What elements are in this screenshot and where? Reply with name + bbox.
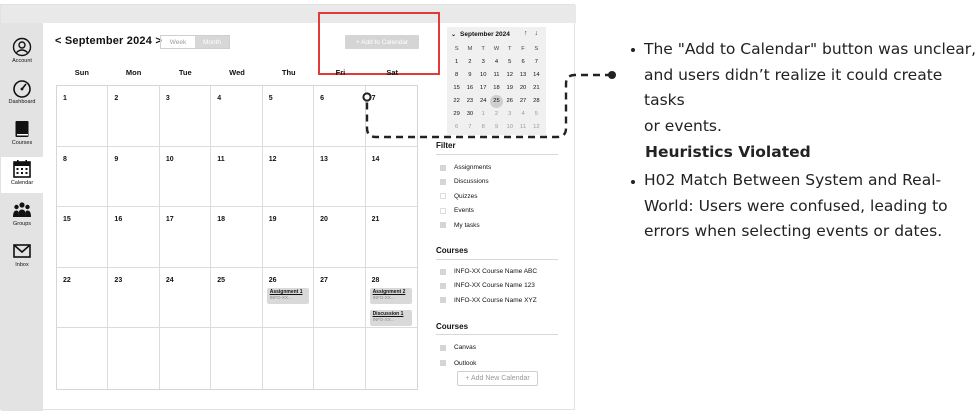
day-number: 27 [320,276,328,284]
mini-weekday: S [454,46,459,52]
weekday-label: Sun [74,68,89,77]
checkbox[interactable] [440,193,446,199]
day-number: 16 [114,216,123,224]
event-title: Assignment 1 [269,288,303,295]
mini-date[interactable]: 15 [453,85,460,91]
mini-calendar [447,27,546,135]
filter-item-label: Discussions [454,178,489,186]
day-number: 26 [268,276,277,284]
checkbox[interactable] [440,165,446,171]
mini-nav [524,30,538,37]
connector-end-dot [608,71,616,79]
divider [436,259,558,260]
mini-date[interactable]: 12 [533,124,540,130]
add-to-calendar-button[interactable]: + Add to Calendar [345,35,419,49]
calendars-item-label: Outlook [454,359,477,367]
arrow-down-icon[interactable]: ↓ [534,30,538,37]
heuristic-text [644,168,948,245]
day-number: 1 [63,95,67,102]
mini-date[interactable]: 17 [479,85,487,91]
day-number: 12 [268,155,277,163]
day-number: 10 [165,155,174,163]
day-cell[interactable] [211,86,262,147]
day-cell[interactable] [263,207,314,268]
divider [436,154,558,155]
day-cell[interactable] [57,86,108,147]
nav-inbox[interactable] [1,239,43,275]
mini-date[interactable]: 9 [494,124,499,130]
mini-date[interactable]: 8 [455,72,459,78]
mini-date[interactable]: 4 [521,111,525,117]
mini-date[interactable]: 7 [534,59,538,65]
mail-icon [12,241,32,261]
day-cell[interactable] [314,86,365,147]
finding-line: or events. [644,116,722,135]
day-cell[interactable] [108,86,159,147]
mini-date[interactable]: 5 [508,59,512,65]
mini-weekday: F [521,46,525,52]
courses-item-label: INFO-XX Course Name ABC [454,268,538,275]
mini-date[interactable]: 12 [506,72,513,78]
mini-date[interactable]: 28 [533,98,540,104]
weekday-label: Tue [178,68,192,77]
finding-line: and users didn’t realize it could create tasks [644,65,943,109]
mini-date[interactable]: 6 [455,124,459,130]
day-cell[interactable] [263,328,314,389]
day-cell[interactable] [263,86,314,147]
mini-date[interactable]: 19 [506,85,513,91]
day-cell[interactable] [160,268,211,329]
mini-date[interactable]: 16 [466,85,474,91]
calendars-item-label: Canvas [454,344,477,351]
day-number: 3 [165,95,170,102]
day-number: 4 [217,95,222,102]
filter-item[interactable] [440,193,477,200]
filter-item-label: Quizzes [454,192,478,200]
mini-date[interactable]: 8 [481,124,485,130]
checkbox[interactable] [440,222,446,228]
day-number: 17 [165,216,174,224]
mini-date[interactable]: 1 [481,111,485,117]
mini-date[interactable]: 10 [506,124,513,130]
finding-text [644,37,980,139]
day-number: 21 [371,216,380,224]
nav-inbox-label: Inbox [15,262,29,268]
checkbox[interactable] [440,360,446,366]
weekday-label: Mon [125,68,142,77]
day-cell[interactable] [366,86,417,147]
checkbox[interactable] [440,345,446,351]
dashboard-icon [12,78,32,98]
courses-item[interactable] [440,282,535,289]
nav-groups[interactable] [1,198,43,234]
day-cell[interactable] [366,207,417,268]
mini-calendar-grid [450,43,543,134]
event-card[interactable] [370,310,412,326]
calendars-item[interactable] [440,344,476,351]
mini-weekday: W [493,46,500,52]
event-title: Assignment 2 [372,288,406,295]
mini-date[interactable]: 1 [455,59,459,65]
day-cell[interactable] [263,268,314,329]
filter-item[interactable] [440,178,489,185]
month-view-button[interactable]: Month [195,36,229,48]
courses-item[interactable] [440,297,537,304]
event-course: INFO-XX... [372,316,395,322]
filter-item[interactable] [440,164,491,171]
mini-weekday: M [467,46,473,52]
day-cell[interactable] [211,147,262,208]
mini-date[interactable]: 24 [479,98,487,104]
day-cell[interactable] [57,328,108,389]
mini-date[interactable]: 2 [468,59,472,65]
checkbox[interactable] [440,297,446,303]
day-cell[interactable] [314,328,365,389]
day-cell[interactable] [314,147,365,208]
day-cell[interactable] [160,86,211,147]
day-cell[interactable] [108,147,159,208]
groups-icon [12,200,32,220]
add-new-calendar-button[interactable]: + Add New Calendar [457,371,538,386]
event-title: Discussion 1 [372,310,404,317]
mini-date[interactable]: 2 [494,111,499,117]
weekday-label: Fri [335,68,346,77]
weekday-header-row [56,68,418,80]
day-number: 20 [320,216,328,224]
mini-date[interactable]: 13 [519,72,527,78]
heuristics-title: Heuristics Violated [645,143,811,161]
day-number: 23 [114,276,123,284]
nav-dashboard[interactable] [1,76,43,112]
account-icon [12,37,32,57]
day-number: 5 [268,95,273,102]
filter-item-label: Events [454,207,474,215]
day-cell[interactable] [314,207,365,268]
day-cell[interactable] [108,328,159,389]
calendar-icon [12,159,32,179]
courses-item[interactable] [440,268,537,275]
mini-date[interactable]: 9 [468,72,472,78]
courses-title: Courses [436,246,469,255]
day-cell[interactable] [160,147,211,208]
day-cell[interactable] [263,147,314,208]
mini-date[interactable]: 14 [533,72,540,78]
checkbox[interactable] [440,208,446,214]
month-grid [56,85,418,390]
day-cell[interactable] [160,328,211,389]
mini-date[interactable]: 20 [519,85,527,91]
day-cell[interactable] [57,207,108,268]
day-cell[interactable] [211,268,262,329]
nav-courses-label: Courses [11,140,33,146]
mini-date[interactable]: 11 [520,124,527,130]
day-number: 8 [63,155,67,163]
filter-item-label: Assignments [454,164,492,171]
arrow-up-icon[interactable]: ↑ [524,30,528,37]
day-number: 22 [63,276,71,284]
event-course: INFO-XX... [372,294,395,300]
day-number: 18 [217,216,226,224]
day-cell[interactable] [211,207,262,268]
mini-date[interactable]: 3 [508,111,512,117]
courses-item-label: INFO-XX Course Name 123 [454,282,535,290]
day-number: 24 [165,276,174,284]
month-title[interactable]: < September 2024 > [55,35,162,47]
nav-calendar-label: Calendar [10,180,34,186]
book-icon [12,119,32,139]
day-cell[interactable] [366,328,417,389]
day-cell[interactable] [108,268,159,329]
mini-date[interactable]: 3 [481,59,485,65]
day-cell[interactable] [108,207,159,268]
day-number: 11 [217,155,225,163]
filter-title: Filter [436,141,456,150]
day-number: 13 [320,155,328,163]
mini-date[interactable]: 6 [521,59,525,65]
mini-date[interactable]: 5 [534,111,538,117]
mini-date[interactable]: 10 [479,72,487,78]
mini-calendar-title: September 2024 [460,31,510,38]
courses-item-label: INFO-XX Course Name XYZ [454,296,537,304]
event-course: INFO-XX... [269,294,292,300]
day-number: 2 [114,95,119,102]
view-toggle [160,35,230,49]
heuristic-line: H02 Match Between System and Real- [644,171,942,189]
event-card[interactable] [370,288,412,304]
day-cell[interactable] [160,207,211,268]
mini-date[interactable]: 23 [466,98,474,104]
event-card[interactable] [267,288,309,304]
mini-calendar-header[interactable] [451,31,510,38]
nav-calendar[interactable] [1,157,43,193]
mini-date[interactable]: 4 [494,59,499,65]
calendars-item[interactable] [440,360,476,367]
calendars-title: Courses [436,322,469,331]
day-cell[interactable] [211,328,262,389]
bullet-dot [631,48,635,52]
filter-item[interactable] [440,222,480,229]
nav-account-label: Account [12,58,32,64]
mini-date[interactable]: 21 [533,85,540,91]
day-cell[interactable] [57,268,108,329]
highlight-box [318,12,440,75]
weekday-label: Thu [281,68,296,77]
day-cell[interactable] [57,147,108,208]
mini-date[interactable]: 18 [493,85,500,91]
day-number: 6 [320,95,325,102]
mini-weekday: T [508,46,512,52]
checkbox[interactable] [440,269,446,275]
weekday-label: Wed [229,68,245,77]
divider [436,334,558,335]
nav-courses[interactable] [1,117,43,153]
finding-line: The "Add to Calendar" button was unclear, [644,40,977,58]
filter-item-label: My tasks [454,221,480,229]
heuristic-line: errors when selecting events or dates. [644,222,943,240]
day-number: 25 [217,276,226,284]
day-number: 28 [371,276,380,284]
checkbox[interactable] [440,283,446,289]
mini-date[interactable]: 26 [506,98,513,104]
checkbox[interactable] [440,179,446,185]
mini-date[interactable]: 22 [453,98,460,104]
app-top-bar [1,5,576,23]
nav-groups-label: Groups [12,221,32,227]
day-number: 7 [371,95,376,102]
mini-date[interactable]: 25 [490,95,503,108]
nav-account[interactable] [1,35,43,71]
bullet-dot [631,180,635,184]
week-view-button[interactable]: Week [169,38,187,46]
day-number: 15 [63,216,71,224]
day-cell[interactable] [314,268,365,329]
mini-date[interactable]: 11 [493,72,500,78]
heuristic-line: World: Users were confused, leading to [644,196,948,215]
day-number: 19 [268,216,277,224]
mini-date[interactable]: 27 [519,98,527,104]
day-cell[interactable] [366,268,417,329]
global-nav-sidebar [1,23,43,411]
mini-date[interactable]: 29 [453,111,460,117]
mini-date[interactable]: 7 [468,124,472,130]
mini-weekday: T [481,46,485,52]
day-number: 14 [371,155,380,163]
mini-date[interactable]: 30 [466,111,474,117]
weekday-label: Sat [386,68,398,77]
day-cell[interactable] [366,147,417,208]
nav-dashboard-label: Dashboard [8,99,36,105]
filter-item[interactable] [440,207,474,214]
chevron-down-icon: ⌄ [451,32,457,38]
mini-weekday: S [534,46,539,52]
day-number: 9 [114,155,119,163]
